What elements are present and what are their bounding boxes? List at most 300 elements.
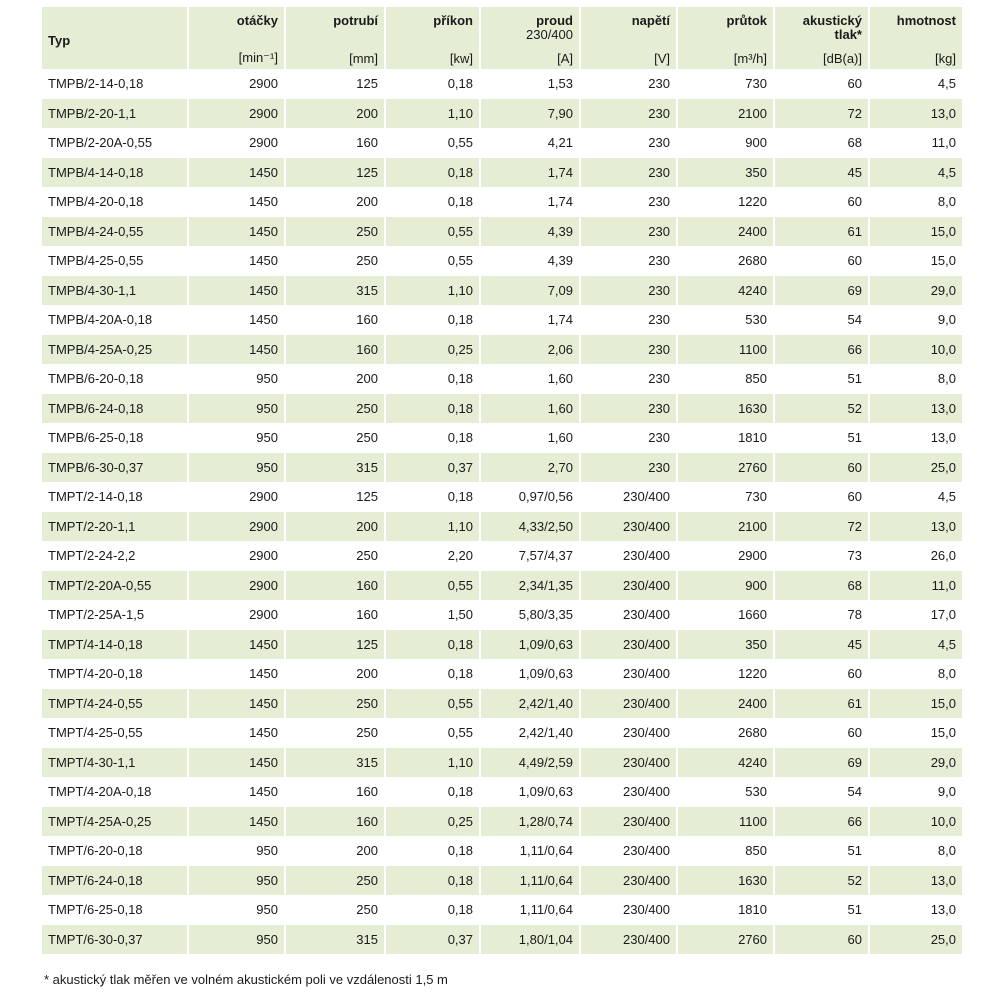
- table-row: [42, 246, 962, 276]
- cell-potrubi: 315: [285, 925, 385, 955]
- cell-akusticky: 61: [774, 689, 869, 719]
- cell-prikon: 0,37: [385, 925, 480, 955]
- cell-akusticky: 60: [774, 482, 869, 512]
- cell-hmotnost: 15,0: [869, 689, 962, 719]
- cell-potrubi: 250: [285, 689, 385, 719]
- cell-napeti: 230: [580, 158, 677, 188]
- cell-proud: 2,70: [480, 453, 580, 483]
- cell-napeti: 230/400: [580, 512, 677, 542]
- cell-akusticky: 51: [774, 423, 869, 453]
- unit-prutok: [m³/h]: [733, 51, 767, 66]
- cell-hmotnost: 26,0: [869, 541, 962, 571]
- cell-typ: TMPB/2-20A-0,55: [42, 128, 188, 158]
- cell-prutok: 900: [677, 571, 774, 601]
- cell-typ: TMPB/4-30-1,1: [42, 276, 188, 306]
- table-row: [42, 571, 962, 601]
- cell-potrubi: 160: [285, 305, 385, 335]
- cell-potrubi: 200: [285, 99, 385, 129]
- cell-prikon: 0,18: [385, 187, 480, 217]
- cell-akusticky: 73: [774, 541, 869, 571]
- cell-potrubi: 315: [285, 748, 385, 778]
- cell-proud: 2,34/1,35: [480, 571, 580, 601]
- cell-akusticky: 54: [774, 777, 869, 807]
- proud-voltage-sub: 230/400: [526, 27, 573, 42]
- cell-prikon: 0,18: [385, 305, 480, 335]
- cell-hmotnost: 8,0: [869, 364, 962, 394]
- cell-typ: TMPB/6-24-0,18: [42, 394, 188, 424]
- cell-typ: TMPT/2-25A-1,5: [42, 600, 188, 630]
- table-row: [42, 423, 962, 453]
- cell-prikon: 0,18: [385, 630, 480, 660]
- cell-napeti: 230/400: [580, 777, 677, 807]
- cell-hmotnost: 15,0: [869, 718, 962, 748]
- cell-napeti: 230/400: [580, 748, 677, 778]
- cell-hmotnost: 25,0: [869, 453, 962, 483]
- cell-otacky: 950: [188, 895, 285, 925]
- table-row: [42, 158, 962, 188]
- cell-potrubi: 200: [285, 659, 385, 689]
- cell-typ: TMPT/4-14-0,18: [42, 630, 188, 660]
- cell-napeti: 230/400: [580, 541, 677, 571]
- cell-akusticky: 72: [774, 512, 869, 542]
- cell-potrubi: 250: [285, 866, 385, 896]
- cell-otacky: 1450: [188, 158, 285, 188]
- cell-potrubi: 200: [285, 187, 385, 217]
- cell-otacky: 950: [188, 364, 285, 394]
- cell-typ: TMPB/2-14-0,18: [42, 69, 188, 99]
- table-row: [42, 718, 962, 748]
- cell-proud: 1,11/0,64: [480, 866, 580, 896]
- cell-proud: 7,90: [480, 99, 580, 129]
- cell-typ: TMPB/4-24-0,55: [42, 217, 188, 247]
- cell-potrubi: 160: [285, 807, 385, 837]
- cell-otacky: 950: [188, 453, 285, 483]
- cell-otacky: 1450: [188, 807, 285, 837]
- cell-prutok: 850: [677, 836, 774, 866]
- cell-typ: TMPT/4-20A-0,18: [42, 777, 188, 807]
- cell-akusticky: 51: [774, 895, 869, 925]
- unit-hmotnost: [kg]: [935, 51, 956, 66]
- cell-napeti: 230/400: [580, 895, 677, 925]
- cell-hmotnost: 4,5: [869, 158, 962, 188]
- cell-hmotnost: 13,0: [869, 394, 962, 424]
- cell-hmotnost: 8,0: [869, 659, 962, 689]
- cell-otacky: 950: [188, 866, 285, 896]
- cell-potrubi: 160: [285, 571, 385, 601]
- unit-prikon: [kw]: [449, 51, 473, 66]
- cell-potrubi: 125: [285, 482, 385, 512]
- cell-prutok: 1810: [677, 423, 774, 453]
- cell-prikon: 0,18: [385, 364, 480, 394]
- cell-proud: 4,21: [480, 128, 580, 158]
- cell-typ: TMPT/2-14-0,18: [42, 482, 188, 512]
- cell-hmotnost: 15,0: [869, 217, 962, 247]
- cell-potrubi: 125: [285, 630, 385, 660]
- table-row: [42, 925, 962, 955]
- cell-typ: TMPB/6-20-0,18: [42, 364, 188, 394]
- cell-proud: 4,49/2,59: [480, 748, 580, 778]
- cell-napeti: 230: [580, 187, 677, 217]
- cell-potrubi: 250: [285, 718, 385, 748]
- cell-prikon: 0,18: [385, 69, 480, 99]
- cell-proud: 1,74: [480, 305, 580, 335]
- table-row: [42, 335, 962, 365]
- unit-proud: [A]: [557, 51, 573, 66]
- cell-proud: 1,60: [480, 364, 580, 394]
- cell-akusticky: 69: [774, 748, 869, 778]
- cell-prutok: 730: [677, 482, 774, 512]
- unit-otacky: [min⁻¹]: [238, 50, 278, 65]
- cell-prutok: 2760: [677, 453, 774, 483]
- cell-typ: TMPT/6-25-0,18: [42, 895, 188, 925]
- cell-prikon: 2,20: [385, 541, 480, 571]
- cell-hmotnost: 8,0: [869, 836, 962, 866]
- cell-otacky: 2900: [188, 482, 285, 512]
- cell-akusticky: 52: [774, 394, 869, 424]
- cell-otacky: 2900: [188, 512, 285, 542]
- cell-otacky: 1450: [188, 777, 285, 807]
- cell-prikon: 0,55: [385, 571, 480, 601]
- cell-hmotnost: 13,0: [869, 99, 962, 129]
- cell-napeti: 230/400: [580, 659, 677, 689]
- cell-otacky: 1450: [188, 748, 285, 778]
- table-row: [42, 128, 962, 158]
- cell-akusticky: 51: [774, 836, 869, 866]
- col-header-potrubi: potrubí [mm]: [285, 7, 385, 69]
- cell-hmotnost: 25,0: [869, 925, 962, 955]
- cell-potrubi: 200: [285, 364, 385, 394]
- cell-prikon: 1,50: [385, 600, 480, 630]
- cell-typ: TMPT/4-25A-0,25: [42, 807, 188, 837]
- cell-hmotnost: 13,0: [869, 423, 962, 453]
- cell-napeti: 230/400: [580, 630, 677, 660]
- cell-potrubi: 160: [285, 777, 385, 807]
- table-body: [42, 69, 962, 954]
- table-row: [42, 364, 962, 394]
- cell-prutok: 1810: [677, 895, 774, 925]
- cell-otacky: 1450: [188, 335, 285, 365]
- cell-prutok: 2900: [677, 541, 774, 571]
- cell-napeti: 230: [580, 99, 677, 129]
- cell-otacky: 2900: [188, 128, 285, 158]
- cell-hmotnost: 11,0: [869, 128, 962, 158]
- cell-otacky: 950: [188, 423, 285, 453]
- cell-prikon: 0,18: [385, 866, 480, 896]
- cell-typ: TMPB/4-14-0,18: [42, 158, 188, 188]
- cell-prikon: 0,25: [385, 335, 480, 365]
- table-row: [42, 748, 962, 778]
- unit-napeti: [V]: [654, 51, 670, 66]
- cell-akusticky: 60: [774, 718, 869, 748]
- cell-typ: TMPB/4-20-0,18: [42, 187, 188, 217]
- header-row: [42, 7, 962, 69]
- cell-prikon: 0,55: [385, 128, 480, 158]
- cell-hmotnost: 9,0: [869, 305, 962, 335]
- table-row: [42, 69, 962, 99]
- unit-potrubi: [mm]: [349, 51, 378, 66]
- cell-prikon: 0,37: [385, 453, 480, 483]
- cell-typ: TMPB/2-20-1,1: [42, 99, 188, 129]
- cell-otacky: 1450: [188, 217, 285, 247]
- table-row: [42, 305, 962, 335]
- cell-prikon: 0,18: [385, 482, 480, 512]
- cell-napeti: 230: [580, 217, 677, 247]
- footnote: * akustický tlak měřen ve volném akustickém poli ve vzdálenosti 1,5 m: [44, 972, 448, 987]
- table-row: [42, 394, 962, 424]
- cell-prikon: 1,10: [385, 99, 480, 129]
- cell-otacky: 2900: [188, 99, 285, 129]
- cell-prutok: 2680: [677, 246, 774, 276]
- cell-potrubi: 200: [285, 836, 385, 866]
- cell-hmotnost: 17,0: [869, 600, 962, 630]
- cell-akusticky: 60: [774, 453, 869, 483]
- spec-table: [42, 7, 962, 954]
- cell-napeti: 230/400: [580, 482, 677, 512]
- cell-napeti: 230/400: [580, 866, 677, 896]
- cell-potrubi: 250: [285, 394, 385, 424]
- cell-prikon: 0,55: [385, 718, 480, 748]
- unit-akusticky: [dB(a)]: [822, 51, 862, 66]
- cell-prutok: 730: [677, 69, 774, 99]
- cell-hmotnost: 4,5: [869, 482, 962, 512]
- table-row: [42, 777, 962, 807]
- cell-prutok: 2400: [677, 217, 774, 247]
- cell-napeti: 230/400: [580, 836, 677, 866]
- cell-prikon: 0,18: [385, 158, 480, 188]
- cell-prutok: 4240: [677, 276, 774, 306]
- cell-akusticky: 78: [774, 600, 869, 630]
- cell-napeti: 230: [580, 364, 677, 394]
- cell-akusticky: 60: [774, 187, 869, 217]
- cell-napeti: 230: [580, 276, 677, 306]
- cell-napeti: 230: [580, 128, 677, 158]
- cell-proud: 1,09/0,63: [480, 659, 580, 689]
- cell-proud: 4,33/2,50: [480, 512, 580, 542]
- cell-napeti: 230: [580, 305, 677, 335]
- cell-proud: 1,74: [480, 158, 580, 188]
- cell-prikon: 0,55: [385, 689, 480, 719]
- cell-akusticky: 68: [774, 571, 869, 601]
- table-row: [42, 217, 962, 247]
- cell-prutok: 2760: [677, 925, 774, 955]
- cell-typ: TMPT/6-30-0,37: [42, 925, 188, 955]
- cell-akusticky: 66: [774, 335, 869, 365]
- cell-hmotnost: 4,5: [869, 69, 962, 99]
- cell-prutok: 530: [677, 777, 774, 807]
- cell-akusticky: 61: [774, 217, 869, 247]
- cell-potrubi: 125: [285, 69, 385, 99]
- cell-akusticky: 45: [774, 630, 869, 660]
- cell-potrubi: 250: [285, 423, 385, 453]
- cell-prikon: 0,55: [385, 246, 480, 276]
- cell-hmotnost: 15,0: [869, 246, 962, 276]
- table-row: [42, 836, 962, 866]
- table-row: [42, 99, 962, 129]
- col-header-hmotnost: hmotnost [kg]: [869, 7, 962, 69]
- cell-proud: 1,60: [480, 423, 580, 453]
- cell-napeti: 230: [580, 335, 677, 365]
- cell-prutok: 1100: [677, 807, 774, 837]
- cell-prutok: 1630: [677, 394, 774, 424]
- cell-typ: TMPT/4-30-1,1: [42, 748, 188, 778]
- cell-akusticky: 60: [774, 659, 869, 689]
- cell-akusticky: 60: [774, 69, 869, 99]
- cell-otacky: 950: [188, 394, 285, 424]
- cell-napeti: 230/400: [580, 571, 677, 601]
- cell-prutok: 530: [677, 305, 774, 335]
- cell-akusticky: 60: [774, 925, 869, 955]
- cell-otacky: 1450: [188, 305, 285, 335]
- cell-potrubi: 315: [285, 276, 385, 306]
- table-row: [42, 187, 962, 217]
- cell-prutok: 850: [677, 364, 774, 394]
- cell-typ: TMPT/6-24-0,18: [42, 866, 188, 896]
- cell-otacky: 2900: [188, 541, 285, 571]
- cell-prutok: 2400: [677, 689, 774, 719]
- cell-otacky: 2900: [188, 571, 285, 601]
- cell-proud: 7,57/4,37: [480, 541, 580, 571]
- cell-otacky: 1450: [188, 246, 285, 276]
- cell-prutok: 2680: [677, 718, 774, 748]
- cell-otacky: 1450: [188, 187, 285, 217]
- cell-akusticky: 52: [774, 866, 869, 896]
- cell-prikon: 0,18: [385, 423, 480, 453]
- cell-typ: TMPB/4-25-0,55: [42, 246, 188, 276]
- cell-proud: 1,60: [480, 394, 580, 424]
- cell-potrubi: 315: [285, 453, 385, 483]
- cell-akusticky: 69: [774, 276, 869, 306]
- cell-napeti: 230/400: [580, 600, 677, 630]
- cell-potrubi: 160: [285, 128, 385, 158]
- table-row: [42, 482, 962, 512]
- table-row: [42, 866, 962, 896]
- cell-typ: TMPT/4-24-0,55: [42, 689, 188, 719]
- cell-potrubi: 250: [285, 246, 385, 276]
- cell-proud: 4,39: [480, 246, 580, 276]
- cell-akusticky: 51: [774, 364, 869, 394]
- cell-proud: 4,39: [480, 217, 580, 247]
- table-row: [42, 895, 962, 925]
- cell-typ: TMPB/4-25A-0,25: [42, 335, 188, 365]
- cell-akusticky: 60: [774, 246, 869, 276]
- cell-typ: TMPT/2-24-2,2: [42, 541, 188, 571]
- cell-typ: TMPB/6-25-0,18: [42, 423, 188, 453]
- col-header-napeti: napětí [V]: [580, 7, 677, 69]
- cell-napeti: 230/400: [580, 925, 677, 955]
- cell-hmotnost: 8,0: [869, 187, 962, 217]
- col-header-typ: Typ: [42, 7, 188, 69]
- cell-proud: 2,06: [480, 335, 580, 365]
- cell-akusticky: 54: [774, 305, 869, 335]
- cell-proud: 1,09/0,63: [480, 630, 580, 660]
- table-row: [42, 512, 962, 542]
- cell-napeti: 230: [580, 453, 677, 483]
- cell-prutok: 1220: [677, 659, 774, 689]
- cell-prikon: 1,10: [385, 748, 480, 778]
- cell-potrubi: 250: [285, 541, 385, 571]
- cell-napeti: 230/400: [580, 807, 677, 837]
- cell-prikon: 0,25: [385, 807, 480, 837]
- cell-hmotnost: 13,0: [869, 512, 962, 542]
- cell-potrubi: 250: [285, 217, 385, 247]
- table-row: [42, 276, 962, 306]
- cell-prikon: 1,10: [385, 512, 480, 542]
- table-row: [42, 659, 962, 689]
- table-row: [42, 453, 962, 483]
- cell-proud: 2,42/1,40: [480, 689, 580, 719]
- cell-prutok: 1100: [677, 335, 774, 365]
- table-row: [42, 630, 962, 660]
- cell-typ: TMPT/4-25-0,55: [42, 718, 188, 748]
- cell-otacky: 1450: [188, 630, 285, 660]
- cell-otacky: 950: [188, 836, 285, 866]
- cell-prutok: 1660: [677, 600, 774, 630]
- cell-otacky: 950: [188, 925, 285, 955]
- cell-otacky: 1450: [188, 659, 285, 689]
- cell-prutok: 2100: [677, 99, 774, 129]
- table-row: [42, 541, 962, 571]
- cell-hmotnost: 13,0: [869, 866, 962, 896]
- cell-hmotnost: 29,0: [869, 748, 962, 778]
- cell-typ: TMPT/2-20-1,1: [42, 512, 188, 542]
- col-header-prikon: příkon [kw]: [385, 7, 480, 69]
- cell-hmotnost: 29,0: [869, 276, 962, 306]
- cell-proud: 1,74: [480, 187, 580, 217]
- cell-akusticky: 72: [774, 99, 869, 129]
- cell-proud: 1,11/0,64: [480, 836, 580, 866]
- cell-proud: 5,80/3,35: [480, 600, 580, 630]
- cell-prutok: 1220: [677, 187, 774, 217]
- cell-typ: TMPT/6-20-0,18: [42, 836, 188, 866]
- cell-napeti: 230/400: [580, 689, 677, 719]
- cell-prikon: 0,18: [385, 659, 480, 689]
- cell-potrubi: 160: [285, 600, 385, 630]
- cell-proud: 1,28/0,74: [480, 807, 580, 837]
- cell-prutok: 900: [677, 128, 774, 158]
- cell-prutok: 350: [677, 630, 774, 660]
- cell-proud: 2,42/1,40: [480, 718, 580, 748]
- table-row: [42, 600, 962, 630]
- cell-potrubi: 160: [285, 335, 385, 365]
- cell-otacky: 1450: [188, 689, 285, 719]
- cell-otacky: 2900: [188, 600, 285, 630]
- col-header-proud: proud 230/400 [A]: [480, 7, 580, 69]
- cell-hmotnost: 10,0: [869, 807, 962, 837]
- col-header-prutok: průtok [m³/h]: [677, 7, 774, 69]
- cell-hmotnost: 11,0: [869, 571, 962, 601]
- cell-prikon: 0,18: [385, 394, 480, 424]
- cell-potrubi: 200: [285, 512, 385, 542]
- cell-hmotnost: 13,0: [869, 895, 962, 925]
- cell-proud: 1,09/0,63: [480, 777, 580, 807]
- cell-akusticky: 66: [774, 807, 869, 837]
- cell-otacky: 1450: [188, 276, 285, 306]
- cell-napeti: 230: [580, 423, 677, 453]
- cell-otacky: 2900: [188, 69, 285, 99]
- cell-proud: 1,80/1,04: [480, 925, 580, 955]
- cell-hmotnost: 4,5: [869, 630, 962, 660]
- cell-prutok: 2100: [677, 512, 774, 542]
- cell-hmotnost: 9,0: [869, 777, 962, 807]
- cell-prikon: 0,18: [385, 777, 480, 807]
- cell-potrubi: 125: [285, 158, 385, 188]
- col-header-akusticky: akustický tlak* [dB(a)]: [774, 7, 869, 69]
- cell-napeti: 230: [580, 394, 677, 424]
- cell-hmotnost: 10,0: [869, 335, 962, 365]
- table-row: [42, 807, 962, 837]
- col-header-otacky: otáčky [min⁻¹]: [188, 7, 285, 69]
- cell-typ: TMPT/2-20A-0,55: [42, 571, 188, 601]
